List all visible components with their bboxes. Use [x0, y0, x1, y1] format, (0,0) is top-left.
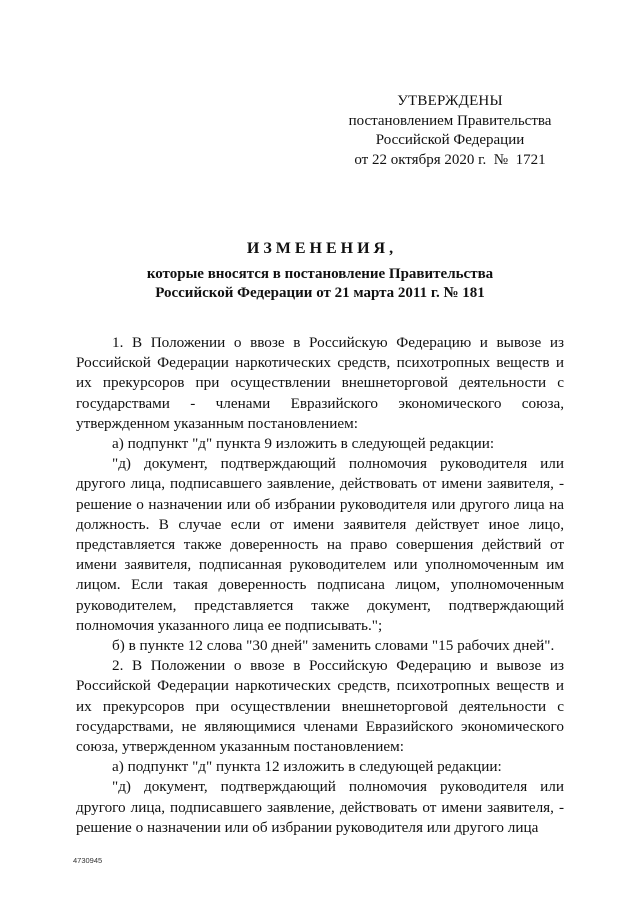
- paragraph-quoted-text: "д) документ, подтверждающий полномочия руководителя или другого лица, подписавшего заявление, действовать от имени заявителя, - решение о назначении или об избрании руководителя или другого лица на должность. В случае если от имени заявителя действует иное лицо, представляется также доверенность на право совершения действий от имени заявителя, подписанная руководителем или уполномоченным им лицом. Если такая доверенность подписана лицом, уполномоченным руководителем, представляется также документ, подтверждающий полномочия указанного лица ее подписывать.";: [76, 455, 564, 634]
- paragraph-item-1: 1. В Положении о ввозе в Российскую Федерацию и вывозе из Российской Федерации наркотических средств, психотропных веществ и их прекурсоров при осуществлении внешнеторговой деятельности с государствами - членами Евразийского экономического союза, утвержденном указанным постановлением:: [76, 334, 564, 432]
- document-title: ИЗМЕНЕНИЯ,: [246, 240, 398, 257]
- approval-block: [330, 92, 570, 170]
- paragraph-quoted-text-2: "д) документ, подтверждающий полномочия руководителя или другого лица, подписавшего заявление, действовать от имени заявителя, - решение о назначении или об избрании руководителя или другого лица: [76, 778, 564, 836]
- paragraph-subitem-a: а) подпункт "д" пункта 9 изложить в следующей редакции:: [112, 435, 495, 453]
- approval-heading: УТВЕРЖДЕНЫ: [397, 93, 503, 109]
- subtitle-line-2: Российской Федерации от 21 марта 2011 г. № 181: [155, 285, 485, 301]
- document-body: [76, 333, 564, 838]
- document-subtitle: [80, 265, 560, 303]
- paragraph-item-2: 2. В Положении о ввозе в Российскую Федерацию и вывозе из Российской Федерации наркотических средств, психотропных веществ и их прекурсоров при осуществлении внешнеторговой деятельности с государствами, не являющимися членами Евразийского экономического союза, утвержденном указанным постановлением:: [76, 657, 564, 756]
- document-code: 4730945: [73, 856, 103, 865]
- paragraph-subitem-b: б) в пункте 12 слова "30 дней" заменить словами "15 рабочих дней".: [112, 637, 555, 655]
- approval-line-resolution: постановлением Правительства: [348, 112, 552, 129]
- paragraph-subitem-a-2: а) подпункт "д" пункта 12 изложить в следующей редакции:: [112, 758, 502, 776]
- approval-line-federation: Российской Федерации: [375, 132, 525, 148]
- subtitle-line-1: которые вносятся в постановление Правительства: [146, 266, 494, 282]
- approval-line-date: от 22 октября 2020 г. № 1721: [354, 151, 546, 168]
